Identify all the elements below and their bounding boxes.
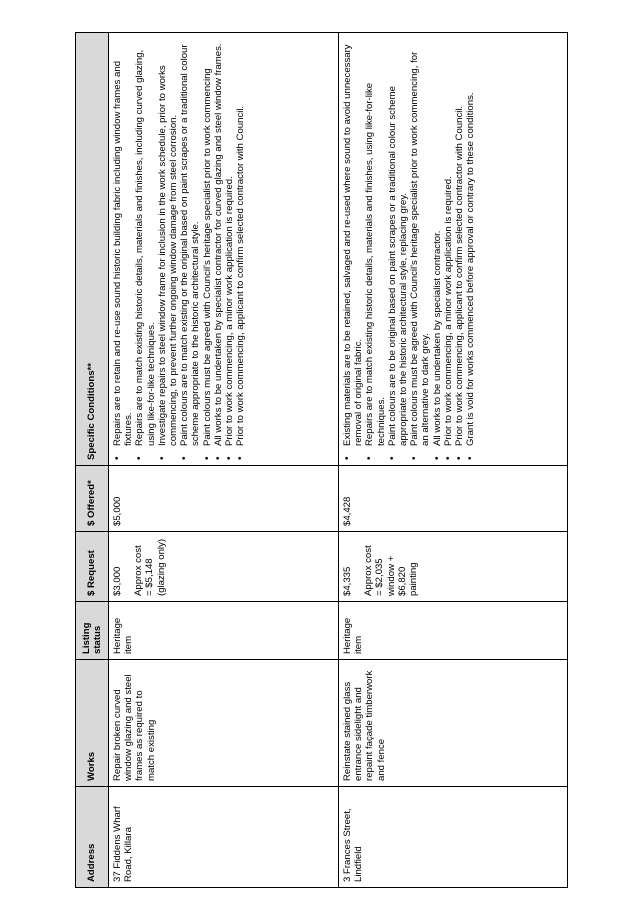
condition-item: • Prior to work commencing, applicant to confirm selected contractor with Council. [235,39,246,446]
condition-item: • Paint colours must be agreed with Council's heritage specialist prior to work commencing, for an alternative to dark grey. [409,39,431,446]
offered-cell: $5,000 [109,466,339,532]
header-listing-status: Listing status [76,602,109,660]
header-works: Works [76,660,109,787]
table-row [109,33,339,888]
request-approx-cost: Approx cost = $5,148 (glazing only) [133,538,167,596]
condition-item: • All works to be undertaken by specialist contractor. [432,39,443,446]
condition-item: • Grant is void for works commenced before approval or contrary to these conditions. [465,39,476,446]
condition-item: • Paint colours must be agreed with Council's heritage specialist prior to work commencing [202,39,213,446]
condition-item: • Investigate repairs to steel window frame for inclusion in the work schedule, prior to works commencing, to prevent further ongoing window damage from steel corrosion. [157,39,179,446]
request-cell [339,532,568,602]
condition-item: • Prior to work commencing, applicant to confirm selected contractor with Council. [454,39,465,446]
conditions-list [342,39,476,460]
condition-item: • Prior to work commencing, a minor work application is required. [224,39,235,446]
grant-conditions-table [75,32,568,888]
condition-item: • Repairs are to match existing historic details, materials and finishes, using like-for-like techniques. [364,39,386,446]
condition-item: • Paint colours are to match existing or the original based on paint scrapes or a traditional colour scheme appropriate to the historic architectural style. [179,39,201,446]
request-cell [109,532,339,602]
condition-item: • Repairs are to match existing historic details, materials and finishes, including curved glazing, using like-for-like techniques. [134,39,156,446]
condition-item: • Existing materials are to be retained, salvaged and re-used where sound to avoid unnecessary removal of original fabric. [342,39,364,446]
conditions-list [112,39,246,460]
conditions-cell [339,33,568,466]
listing-status-cell: Heritage item [339,602,568,660]
address-cell: 37 Fiddens Wharf Road, Killara [109,787,339,888]
header-specific-conditions: Specific Conditions** [76,33,109,466]
offered-cell: $4,428 [339,466,568,532]
table-row [339,33,568,888]
request-approx-cost: Approx cost = $2,035 window + $6,820 painting [363,545,420,596]
condition-item: • All works to be undertaken by specialist contractor for curved glazing and steel window frames. [213,39,224,446]
header-offered: $ Offered* [76,466,109,532]
header-request: $ Request [76,532,109,602]
request-amount: $4,335 [342,566,353,596]
address-cell: 3 Frances Street, Lindfield [339,787,568,888]
header-row [76,33,109,888]
condition-item: • Paint colours are to be original based on paint scrapes or a traditional colour scheme appropriate to the historic architectural style, replacing grey. [387,39,409,446]
conditions-cell [109,33,339,466]
works-cell: Reinstate stained glass entrance sidelight and repaint façade timberwork and fence [339,660,568,787]
condition-item: • Repairs are to retain and re-use sound historic building fabric including window frames and fixtures. [112,39,134,446]
works-cell: Repair broken curved window glazing and steel frames as required to match existing [109,660,339,787]
condition-item: • Prior to work commencing, a minor work application is required. [443,39,454,446]
request-amount: $3,000 [112,566,123,596]
rotated-page [75,33,562,888]
header-address: Address [76,787,109,888]
listing-status-cell: Heritage item [109,602,339,660]
